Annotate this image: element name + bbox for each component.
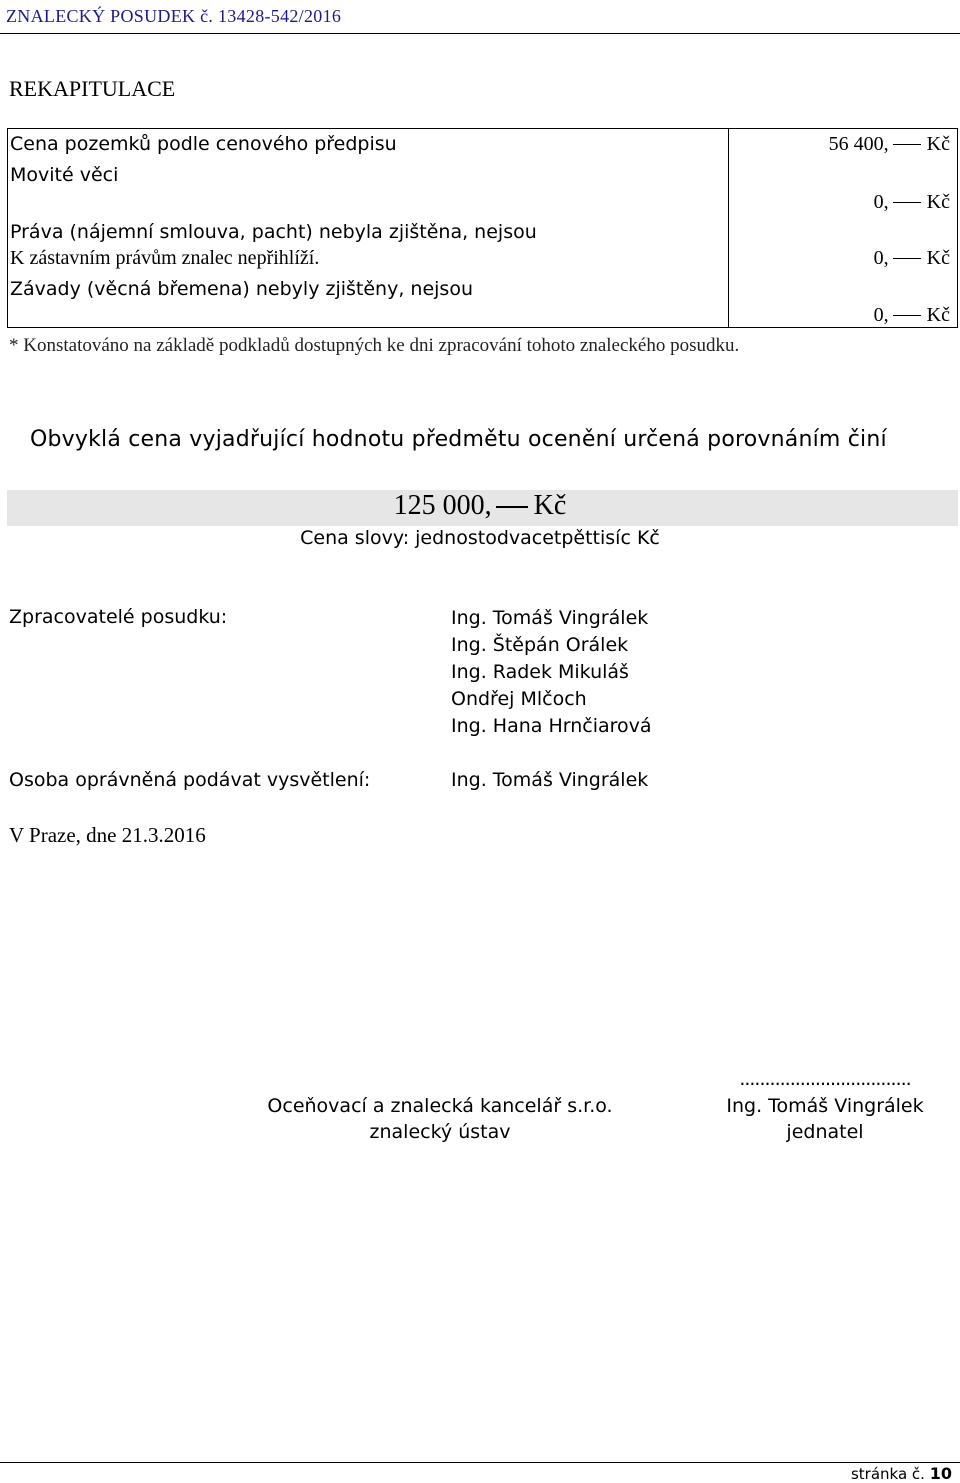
final-price: 125 000, Kč (393, 490, 567, 521)
document-header: ZNALECKÝ POSUDEK č. 13428-542/2016 (6, 6, 342, 26)
signatory-role: jednatel (786, 1121, 864, 1143)
processors-label: Zpracovatelé posudku: (9, 606, 228, 628)
processor-name: Ondřej Mlčoch (451, 688, 587, 710)
recap-row-label: Práva (nájemní smlouva, pacht) nebyla zjištěna, nejsou (10, 221, 537, 243)
processor-name: Ing. Radek Mikuláš (451, 661, 629, 683)
company-name: Oceňovací a znalecká kancelář s.r.o. (267, 1095, 613, 1117)
authorized-person-name: Ing. Tomáš Vingrálek (451, 769, 649, 791)
recap-row-label: Movité věci (10, 164, 119, 186)
processor-name: Ing. Štěpán Orálek (451, 634, 629, 656)
recap-column-divider (728, 129, 729, 327)
processor-name: Ing. Hana Hrnčiarová (451, 715, 652, 737)
recap-row-amount: 0, Kč (873, 247, 950, 269)
page-number: stránka č. 10 (850, 1464, 952, 1483)
signatory-name: Ing. Tomáš Vingrálek (726, 1095, 924, 1117)
signature-line: .................................. (739, 1068, 911, 1090)
section-title: REKAPITULACE (9, 76, 176, 101)
processor-name: Ing. Tomáš Vingrálek (451, 607, 649, 629)
valuation-heading: Obvyklá cena vyjadřující hodnotu předmětu ocenění určená porovnáním činí (30, 427, 887, 452)
recap-row-amount: 56 400, Kč (828, 133, 950, 155)
place-date: V Praze, dne 21.3.2016 (9, 823, 206, 847)
recap-row-label: Cena pozemků podle cenového předpisu (10, 133, 397, 155)
recap-note: * Konstatováno na základě podkladů dostupných ke dni zpracování tohoto znaleckého posudku. (9, 335, 740, 356)
price-in-words: Cena slovy: jednostodvacetpěttisíc Kč (300, 527, 660, 549)
recap-row-label: Závady (věcná břemena) nebyly zjištěny, nejsou (10, 278, 473, 300)
recap-row-amount: 0, Kč (873, 304, 950, 326)
recap-row-amount: 0, Kč (873, 191, 950, 213)
recap-row-label-secondary: K zástavním právům znalec nepřihlíží. (10, 247, 320, 269)
footer-rule (0, 1462, 960, 1463)
company-role: znalecký ústav (369, 1121, 511, 1143)
header-rule (0, 33, 960, 34)
authorized-person-label: Osoba oprávněná podávat vysvětlení: (9, 769, 371, 791)
